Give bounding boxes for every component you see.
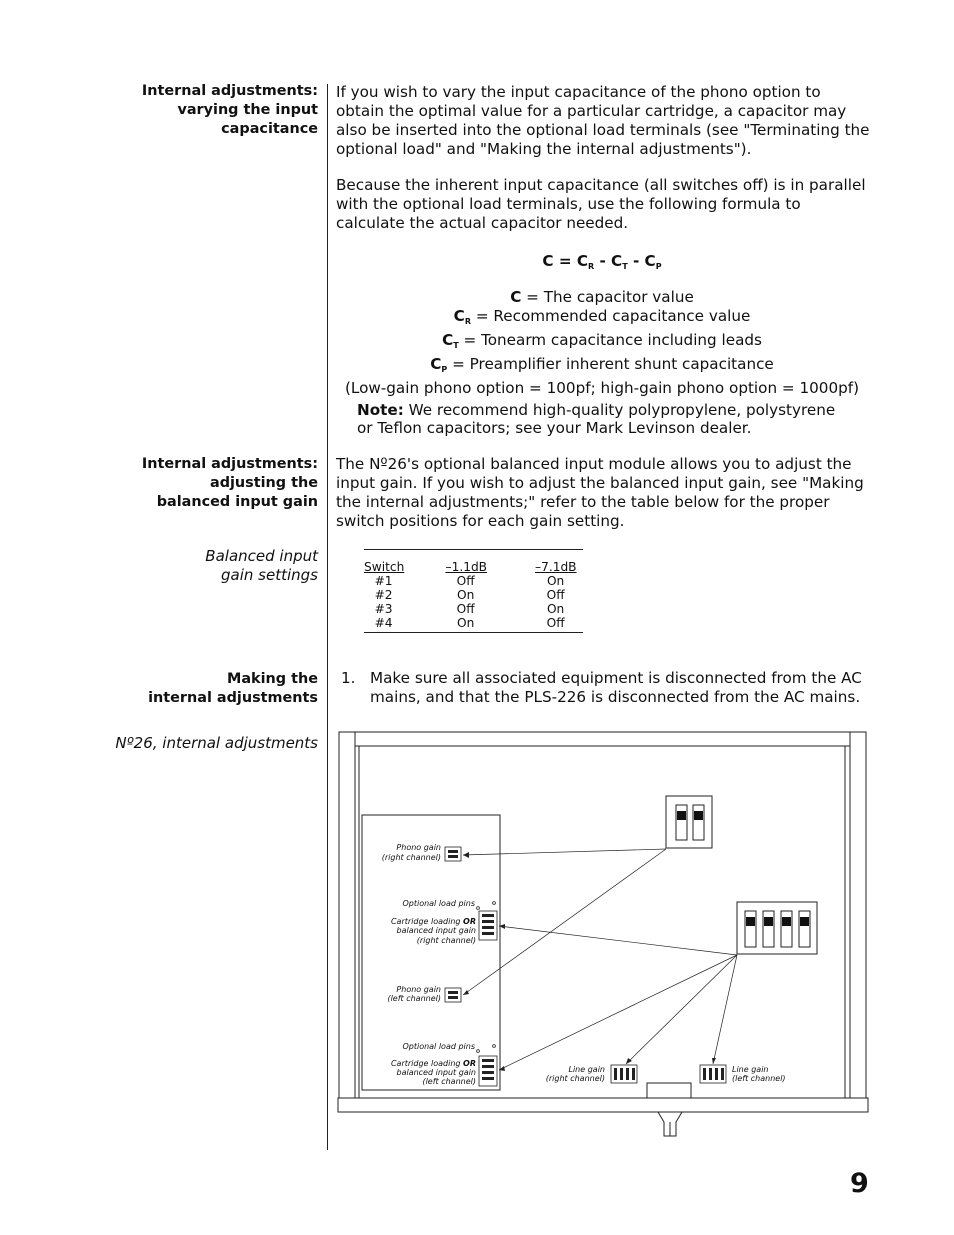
label-cartridge-right-2: balanced input gain: [396, 926, 476, 935]
table-row: #1 Off On: [374, 574, 565, 588]
def-range: (Low-gain phono option = 100pf; high-gain phono option = 1000pf): [344, 379, 860, 397]
phono-gain-left-switch: [445, 988, 461, 1002]
label-cartridge-left-2: balanced input gain: [396, 1068, 476, 1077]
label-line-gain-left: Line gain: [732, 1065, 769, 1074]
caption-gain-settings: Balanced input gain settings: [205, 547, 318, 584]
def-cr: $C_R$ = Recommended capacitance value: [453, 307, 751, 326]
capacitance-formula: $C = C_R - C_T - C_P$: [542, 252, 662, 271]
label-cartridge-left-3: (left channel): [422, 1077, 476, 1086]
table-row: #2 On Off: [374, 588, 565, 602]
label-line-gain-right: Line gain: [568, 1065, 605, 1074]
label-line-gain-left-sub: (left channel): [732, 1074, 786, 1083]
heading-capacitance: Internal adjustments: varying the input capacitance: [141, 83, 318, 137]
heading-making-adjustments: Making the internal adjustments: [148, 671, 318, 706]
label-cartridge-right-1: Cartridge loading OR: [390, 917, 476, 926]
def-ct: $C_T$ = Tonearm capacitance including leads: [442, 331, 762, 350]
heading-balanced-gain: Internal adjustments: adjusting the balanced input gain: [141, 456, 318, 510]
label-phono-gain-left-sub: (left channel): [387, 994, 441, 1003]
label-phono-gain-right-sub: (right channel): [381, 853, 441, 862]
phono-gain-right-switch: [445, 847, 461, 861]
def-cp: $C_P$ = Preamplifier inherent shunt capacitance: [430, 355, 774, 374]
front-panel: [338, 1098, 868, 1112]
connector-block: [647, 1083, 691, 1098]
table-row: #4 On Off: [374, 616, 565, 630]
four-position-switch: [737, 902, 817, 954]
table-header: Switch –1.1dB –7.1dB: [364, 560, 577, 574]
label-cartridge-right-3: (right channel): [416, 936, 476, 945]
page-number: 9: [850, 1168, 869, 1199]
paragraph-capacitance: If you wish to vary the input capacitance of the phono option to obtain the optimal value for a particular cartridge, a capacitor may also be inserted into the optional load terminals (see "Terminating the optional load" and "Making the internal adjustments").: [336, 83, 870, 158]
label-phono-gain-right: Phono gain: [396, 843, 441, 852]
two-position-switch: [666, 796, 712, 848]
label-optional-load-2: Optional load pins: [402, 1042, 475, 1051]
label-phono-gain-left: Phono gain: [396, 985, 441, 994]
def-c: C = The capacitor value: [510, 288, 694, 306]
paragraph-formula-intro: Because the inherent input capacitance (all switches off) is in parallel with the optional load terminals, use the following formula to calculate the actual capacitor needed.: [336, 176, 866, 232]
label-optional-load-1: Optional load pins: [402, 899, 475, 908]
table-row: #3 Off On: [374, 602, 565, 616]
label-cartridge-left-1: Cartridge loading OR: [390, 1059, 476, 1068]
label-line-gain-right-sub: (right channel): [545, 1074, 605, 1083]
paragraph-balanced: The Nº26's optional balanced input module allows you to adjust the input gain. If you wish to adjust the balanced input gain, see "Making the internal adjustments;" refer to the table below for the proper switch positions for each gain setting.: [336, 455, 864, 530]
note: Note: We recommend high-quality polypropylene, polystyrene or Teflon capacitors; see your Mark Levinson dealer.: [357, 401, 836, 437]
figure-caption: Nº26, internal adjustments: [115, 734, 318, 752]
